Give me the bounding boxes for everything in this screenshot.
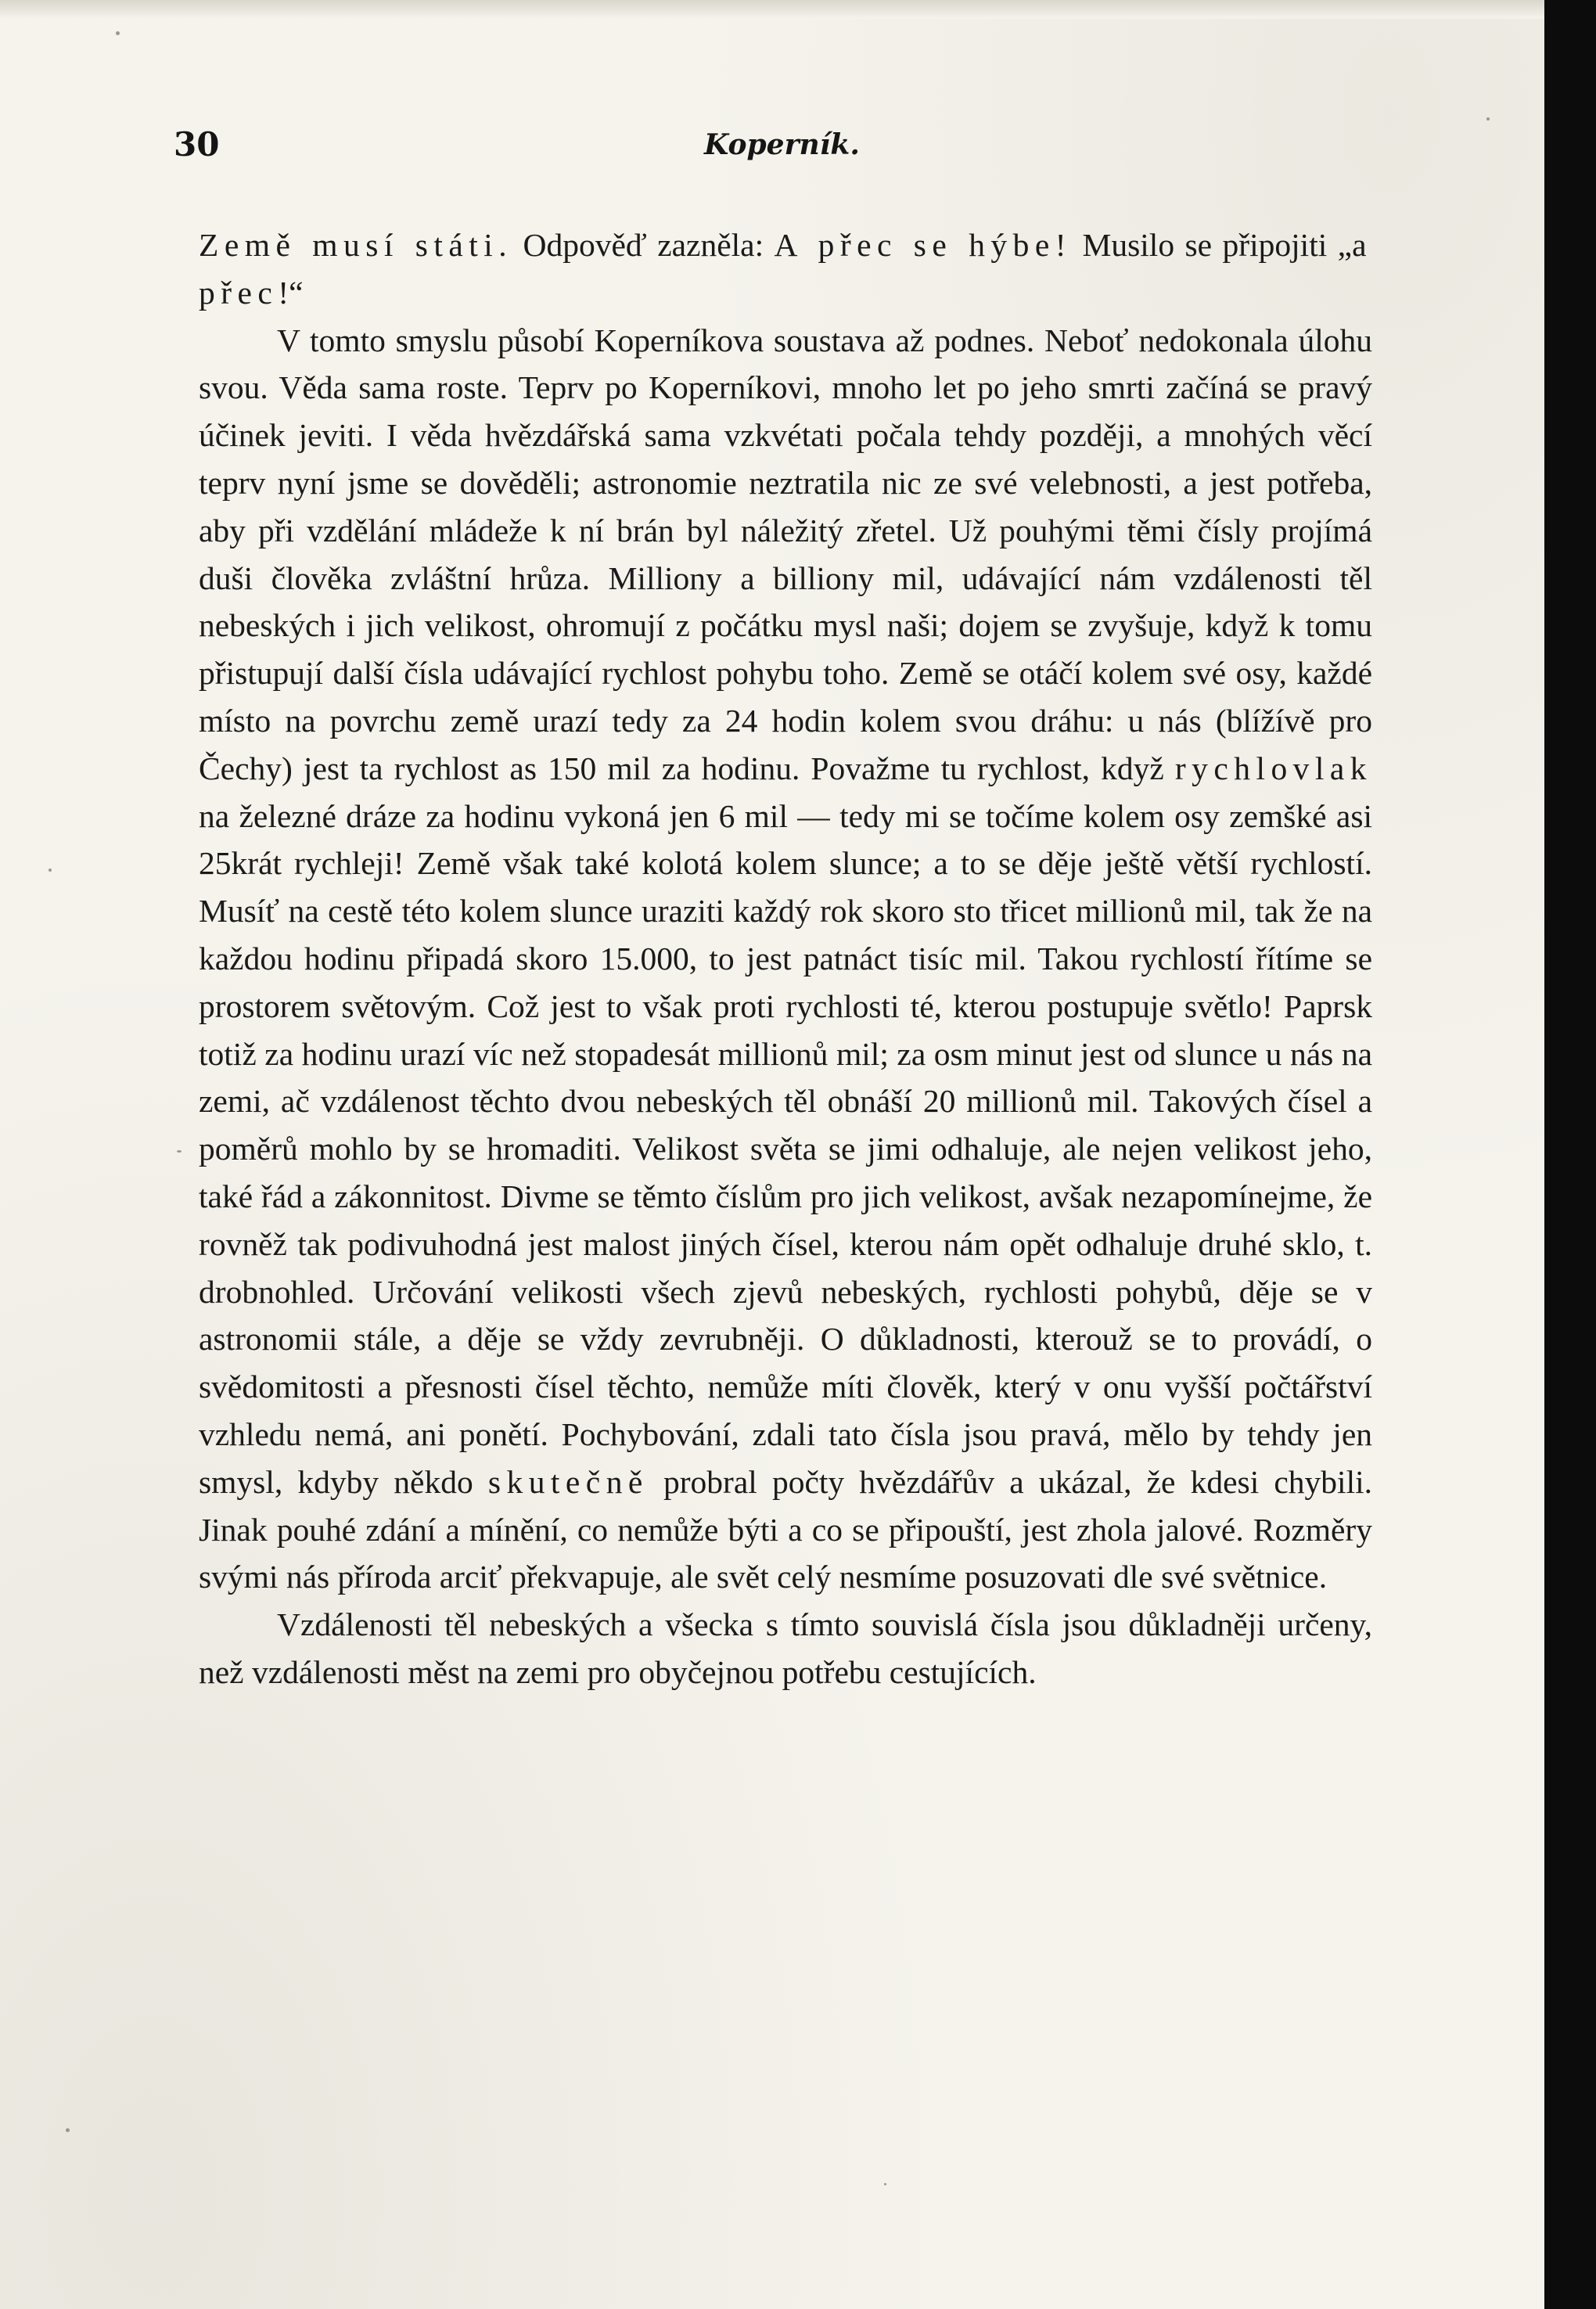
text-span: Země musí státi. xyxy=(199,227,513,263)
page-top-shadow xyxy=(0,0,1544,19)
paper-speck xyxy=(49,869,52,872)
text-span: na železné dráze za hodinu vykoná jen 6 mil — tedy mi se točíme kolem osy zemšké asi 25krát rychleji! Země však také kolotá kolem slunce; a to se děje ještě větší rychlostí. Musíť na cestě této kolem slunce uraziti každý rok skoro sto třicet millionů mil, tak že na každou hodinu připadá skoro 15.000, to jest patnáct tisíc mil. Takou rychlostí řítíme se prostorem světovým. Což jest to však proti rychlosti té, kterou postupuje světlo! Paprsk totiž za hodinu urazí víc než stopadesát millionů mil; za osm minut jest od slunce u nás na zemi, ač vzdálenost těchto dvou nebeských těl obnáší 20 millionů mil. Takových čísel a poměrů mohlo by se hromaditi. Velikost světa se jimi odhaluje, ale nejen velikost jeho, také řád a zákonnitost. Divme se těmto číslům pro jich velikost, avšak nezapomínejme, že rovněž tak podivuhodná jest malost jiných čísel, kterou nám opět odhaluje druhé sklo, t. drobnohled. Určování velikosti všech zjevů nebeských, rychlosti pohybů, děje se v astronomii stále, a děje se vždy zevrubněji. O důkladnosti, kterouž se to provádí, o svědomitosti a přesnosti čísel těchto, nemůže míti člověk, který v onu vyšší počtářství vzhledu nemá, ani ponětí. Pochybování, zdali tato čísla jsou pravá, mělo by tehdy jen smysl, kdyby někdo xyxy=(199,797,1372,1500)
text-span: a přec xyxy=(199,227,1372,311)
body-text xyxy=(199,221,1372,1696)
paper-speck xyxy=(66,2128,70,2132)
text-span: V tomto smyslu působí Koperníkova soustava až podnes. Neboť nedokonala úlohu svou. Věda sama roste. Teprv po Koperníkovi, mnoho let po jeho smrti začíná se pravý účinek jeviti. I věda hvězdářská sama vzkvétati počala tehdy později, a mnohých věcí teprv nyní jsme se dověděli; astronomie neztratila nic ze své velebnosti, a jest potřeba, aby při vzdělání mládeže k ní brán byl náležitý zřetel. Už pouhými těmi čísly projímá duši člověka zvláštní hrůza. Milliony a billiony mil, udávající nám vzdálenosti těl nebeských i jich velikost, ohromují z počátku mysl naši; dojem se zvyšuje, když k tomu přistupují další čísla udávající rychlost pohybu toho. Země se otáčí kolem své osy, každé místo na povrchu země urazí tedy za 24 hodin kolem svou dráhu: u nás (blížívě pro Čechy) jest ta rychlost as 150 mil za hodinu. Považme tu rychlost, když xyxy=(199,322,1372,786)
running-head xyxy=(0,125,1544,180)
paper-speck xyxy=(1486,117,1490,120)
paper-speck xyxy=(177,1150,182,1153)
text-span: Musilo se připojiti „ xyxy=(1072,227,1353,263)
paragraph xyxy=(199,221,1372,317)
running-title: Koperník. xyxy=(704,128,860,161)
scan-edge xyxy=(1544,0,1596,2309)
paragraph xyxy=(199,317,1372,1602)
paragraph xyxy=(199,1601,1372,1696)
text-span: rychlovlak xyxy=(1174,750,1372,786)
text-span: skutečně xyxy=(487,1463,649,1500)
text-span: probral počty hvězdářův a ukázal, že kdesi chybili. Jinak pouhé zdání a mínění, co nemůže býti a co se připouští, jest zhola jalové. Rozměry svými nás příroda arciť překvapuje, ale svět celý nesmíme posuzovati dle své světnice. xyxy=(199,1463,1373,1595)
paper-speck xyxy=(884,2183,886,2185)
text-span: !“ xyxy=(278,274,304,311)
page-number: 30 xyxy=(174,125,220,164)
text-span: A přec se hýbe! xyxy=(774,227,1073,263)
text-span: Vzdálenosti těl nebeských a všecka s tímto souvislá čísla jsou důkladněji určeny, než vzdálenosti měst na zemi pro obyčejnou potřebu cestujících. xyxy=(199,1606,1372,1690)
paper-speck xyxy=(116,31,120,35)
text-span: Odpověď zazněla: xyxy=(512,227,775,263)
